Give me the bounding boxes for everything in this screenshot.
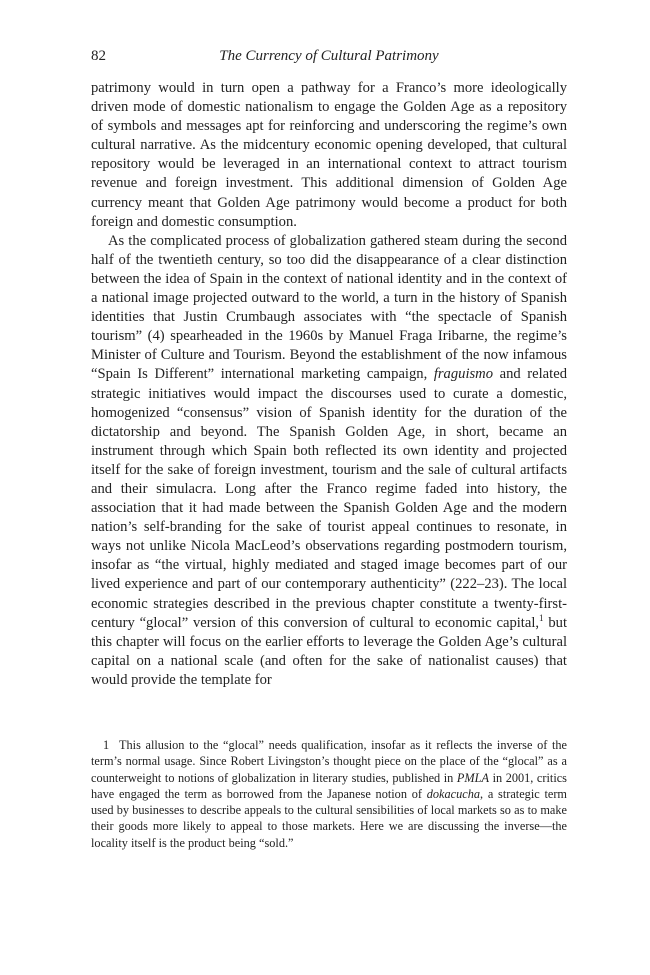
- japanese-term: dokacucha: [426, 786, 480, 801]
- footnote-reference[interactable]: 1: [539, 612, 544, 623]
- fraguismo-term: fraguismo: [433, 366, 494, 383]
- footnote-number: 1: [103, 738, 110, 752]
- footnote-text-c: , a strategic term used by businesses to describe appeals to the cultural sensibilities of local markets so as to make their goods more likely to appeal to those markets. Here we are discussing the inverse—the locality itself is the product being “sold.”: [91, 786, 567, 850]
- body-text: [91, 79, 567, 690]
- paragraph-1-text: patrimony would in turn open a pathway for a Franco’s more ideologically driven mode of domestic nationalism to engage the Golden Age as a repository of symbols and messages apt for reinforcing and underscoring the regime’s own cultural narrative. As the midcentury economic opening developed, that cultural repository would be leveraged in an international context to attract tourism revenue and foreign investment. This additional dimension of Golden Age currency meant that Golden Age patrimony would become a product for both foreign and domestic consumption.: [91, 80, 567, 230]
- paragraph-2-text-a: As the complicated process of globalization gathered steam during the second half of the twentieth century, so too did the disappearance of a clear distinction between the idea of Spain in the context of national identity and in the context of a national image projected outward to the world, a turn in the history of Spanish identities that Justin Crumbaugh associates with “the spectacle of Spanish tourism” (4) spearheaded in the 1960s by Manuel Fraga Iribarne, the regime’s Minister of Culture and Tourism. Beyond the establishment of the now infamous “Spain Is Different” international marketing campaign,: [91, 232, 567, 383]
- paragraph-2-text-b: and related strategic initiatives would impact the discourses used to curate a domestic, homogenized “consensus” vision of Spanish identity for the duration of the dictatorship and beyond. The Spanish Golden Age, in short, became an instrument through which Spain both reflected its own identity and projected itself for the sake of foreign investment, tourism and the sale of cultural artifacts and their simulacra. Long after the Franco regime faded into history, the association that it had made between the Spanish Golden Age and the modern nation’s self-branding for the sake of tourist appeal continues to resonate, in ways not unlike Nicola MacLeod’s observations regarding postmodern tourism, insofar as “the virtual, highly mediated and staged image becomes part of our lived experience and part of our contemporary authenticity” (222–23). The local economic strategies described in the previous chapter constitute a twenty-first-century “glocal” version of this conversion of cultural to economic capital,: [91, 366, 567, 631]
- paragraph-2-text-c: but this chapter will focus on the earlier efforts to leverage the Golden Age’s cultural capital on a national scale (and often for the sake of nationalist causes) that would provide the template for: [91, 614, 568, 688]
- paragraph-2: [91, 232, 567, 690]
- footnote-1: [91, 737, 567, 851]
- footnote-text-b: in 2001, critics have engaged the term as borrowed from the Japanese notion of: [91, 770, 567, 801]
- running-head: The Currency of Cultural Patrimony: [219, 48, 439, 64]
- footnote: [91, 737, 567, 851]
- journal-title: PMLA: [456, 770, 489, 785]
- page-number: 82: [91, 48, 106, 64]
- page-header: [91, 48, 567, 68]
- paragraph-1: [91, 79, 567, 232]
- footnote-text-a: This allusion to the “glocal” needs qualification, insofar as it reflects the inverse of the term’s normal usage. Since Robert Livingston’s thought piece on the place of the “glocal” as a counterweight to notions of globalization in literary studies, published in: [91, 738, 567, 785]
